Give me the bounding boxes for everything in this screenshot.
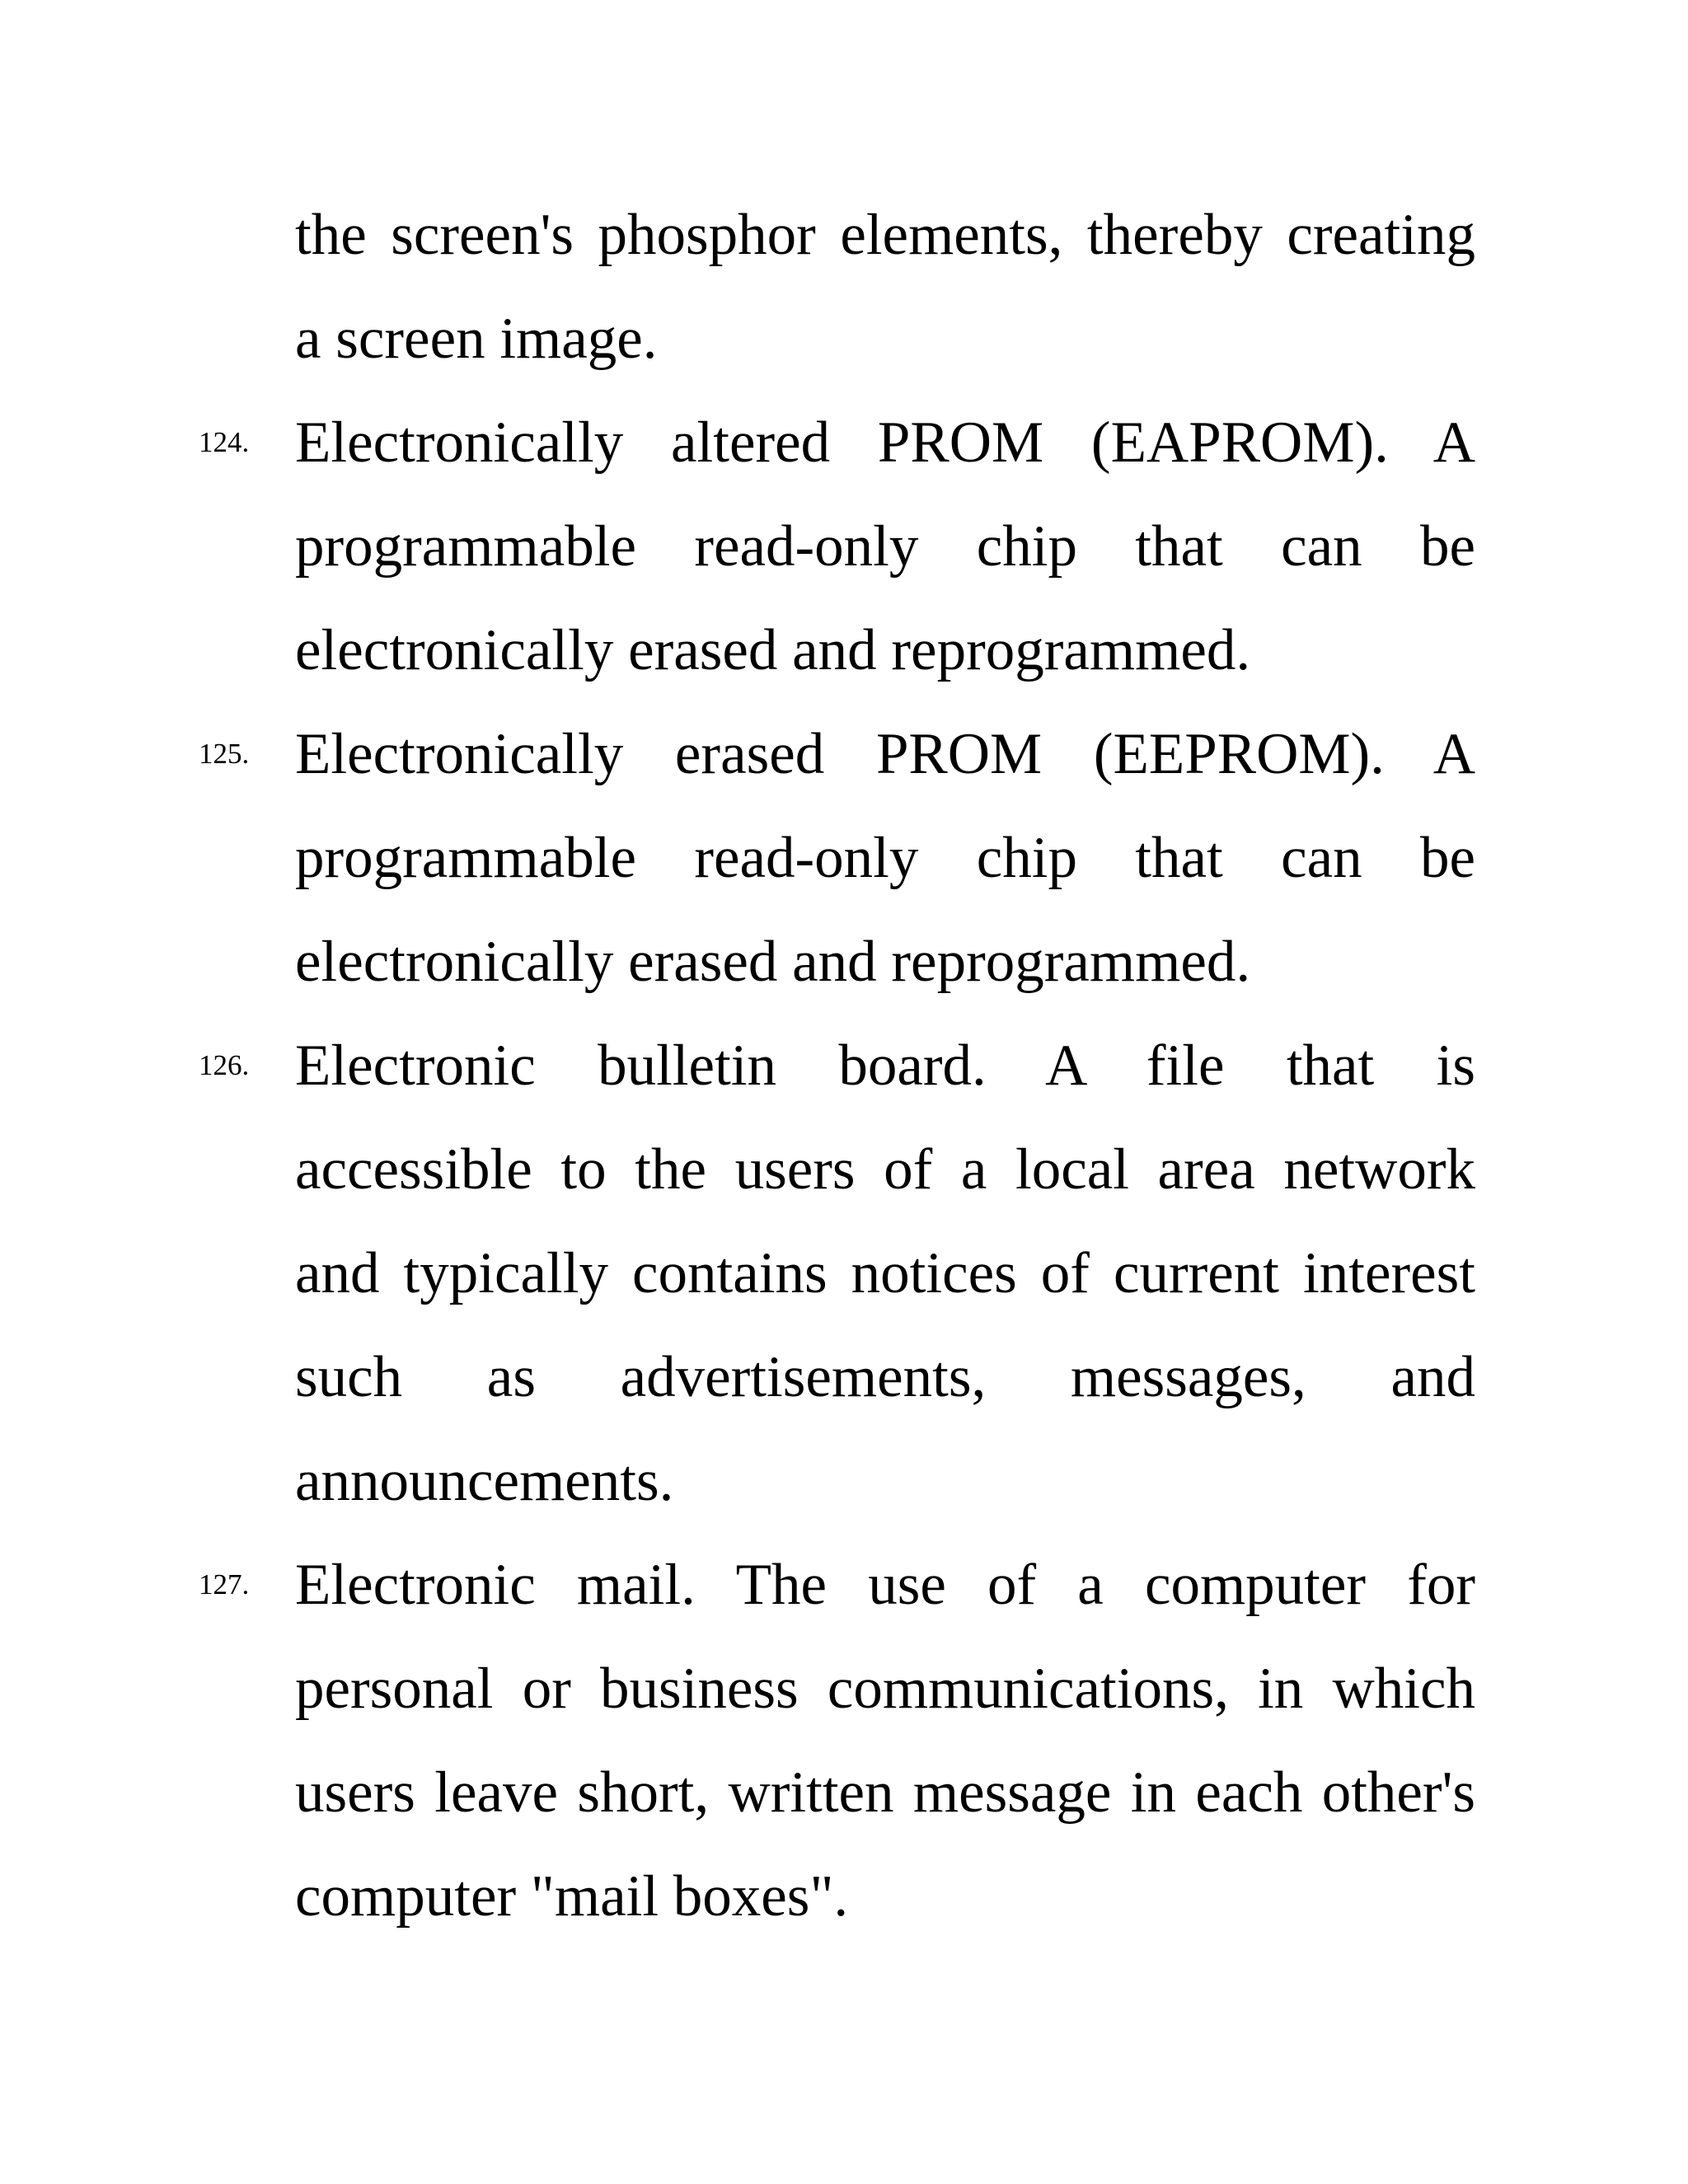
text-line: such as advertisements, messages, and	[295, 1345, 1475, 1409]
glossary-entry	[0, 1014, 1688, 1533]
text-line: programmable read-only chip that can be	[295, 826, 1475, 890]
text-line: electronically erased and reprogrammed.	[295, 930, 1251, 994]
text-line: users leave short, written message in each other's	[295, 1760, 1475, 1825]
entry-number: 124.	[199, 426, 250, 458]
text-line: announcements.	[295, 1449, 674, 1513]
glossary-entry	[0, 391, 1688, 702]
text-line: Electronically erased PROM (EEPROM). A	[295, 722, 1475, 786]
continuation-paragraph	[295, 183, 1475, 391]
glossary-entry	[0, 702, 1688, 1014]
entry-number: 126.	[199, 1049, 250, 1081]
text-line: programmable read-only chip that can be	[295, 514, 1475, 579]
text-line: Electronically altered PROM (EAPROM). A	[295, 410, 1475, 475]
text-line: Electronic mail. The use of a computer for	[295, 1553, 1475, 1617]
text-line: electronically erased and reprogrammed.	[295, 618, 1251, 682]
glossary-entry	[0, 1533, 1688, 1948]
text-line: computer "mail boxes".	[295, 1864, 849, 1929]
text-line: the screen's phosphor elements, thereby creating	[295, 203, 1475, 267]
entry-number: 127.	[199, 1568, 250, 1601]
text-line: a screen image.	[295, 307, 658, 371]
text-line: accessible to the users of a local area network	[295, 1137, 1475, 1202]
text-line: and typically contains notices of current interest	[295, 1241, 1475, 1305]
text-line: personal or business communications, in which	[295, 1657, 1475, 1721]
text-line: Electronic bulletin board. A file that is	[295, 1033, 1475, 1098]
entry-number: 125.	[199, 738, 250, 770]
